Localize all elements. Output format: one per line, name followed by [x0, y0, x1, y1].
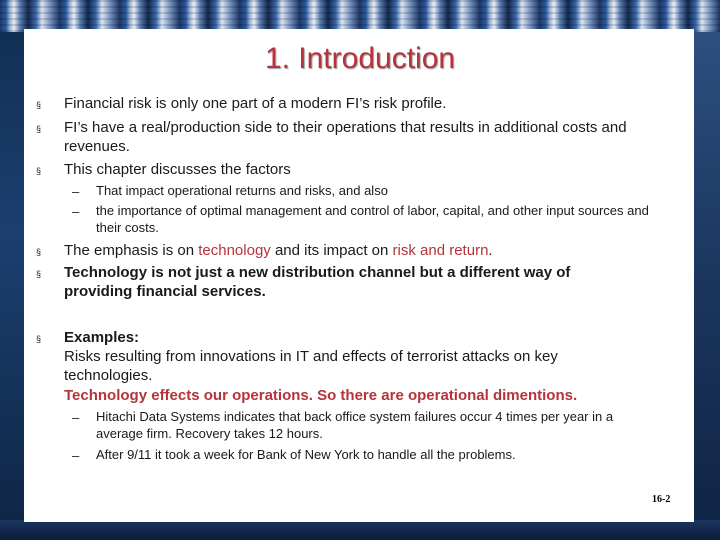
sub-bullet-operational-returns: That impact operational returns and risks, and also — [96, 183, 388, 198]
emphasis-text: and its impact on — [270, 242, 393, 259]
bullet-fi-risk-profile: Financial risk is only one part of a modern FI’s risk profile. — [64, 95, 447, 112]
examples-risks-line: Risks resulting from innovations in IT and effects of terrorist attacks on key technologies. — [64, 348, 558, 384]
emphasis-text: The emphasis is on — [64, 242, 199, 259]
bullet-marker: § — [36, 334, 42, 344]
slide-title: 1. Introduction — [264, 42, 456, 75]
sub-bullet-dash: – — [72, 204, 80, 219]
sub-bullet-hitachi: Hitachi Data Systems indicates that back office system failures occur 4 times per year in a average firm. Recovery takes 12 hours. — [96, 409, 614, 441]
bullet-emphasis-technology — [64, 241, 674, 260]
bullet-marker: § — [36, 100, 42, 110]
bullet-real-production-side: FI’s have a real/production side to their operations that results in additional costs and revenues. — [64, 119, 627, 155]
page-number: 16-2 — [652, 494, 671, 505]
sub-bullet-dash: – — [72, 410, 80, 425]
bullet-marker: § — [36, 124, 42, 134]
bullet-technology-not-channel: Technology is not just a new distribution channel but a different way of providing financial services. — [64, 264, 571, 300]
sub-bullet-dash: – — [72, 448, 80, 463]
bullet-marker: § — [36, 269, 42, 279]
sub-bullet-dash: – — [72, 184, 80, 199]
examples-heading: Examples: — [64, 329, 140, 346]
bullet-chapter-factors: This chapter discusses the factors — [64, 161, 291, 178]
sub-bullet-bank-of-new-york: After 9/11 it took a week for Bank of New York to handle all the problems. — [96, 447, 516, 462]
risk-return-highlight: risk and return — [392, 242, 489, 259]
examples-operational-dimensions: Technology effects our operations. So there are operational dimentions. — [64, 387, 578, 404]
bullet-marker: § — [36, 247, 42, 257]
technology-highlight: technology — [198, 242, 271, 259]
emphasis-period: . — [488, 242, 493, 259]
sub-bullet-optimal-management: the importance of optimal management and control of labor, capital, and other input sources and their costs. — [96, 203, 649, 235]
bullet-marker: § — [36, 166, 42, 176]
